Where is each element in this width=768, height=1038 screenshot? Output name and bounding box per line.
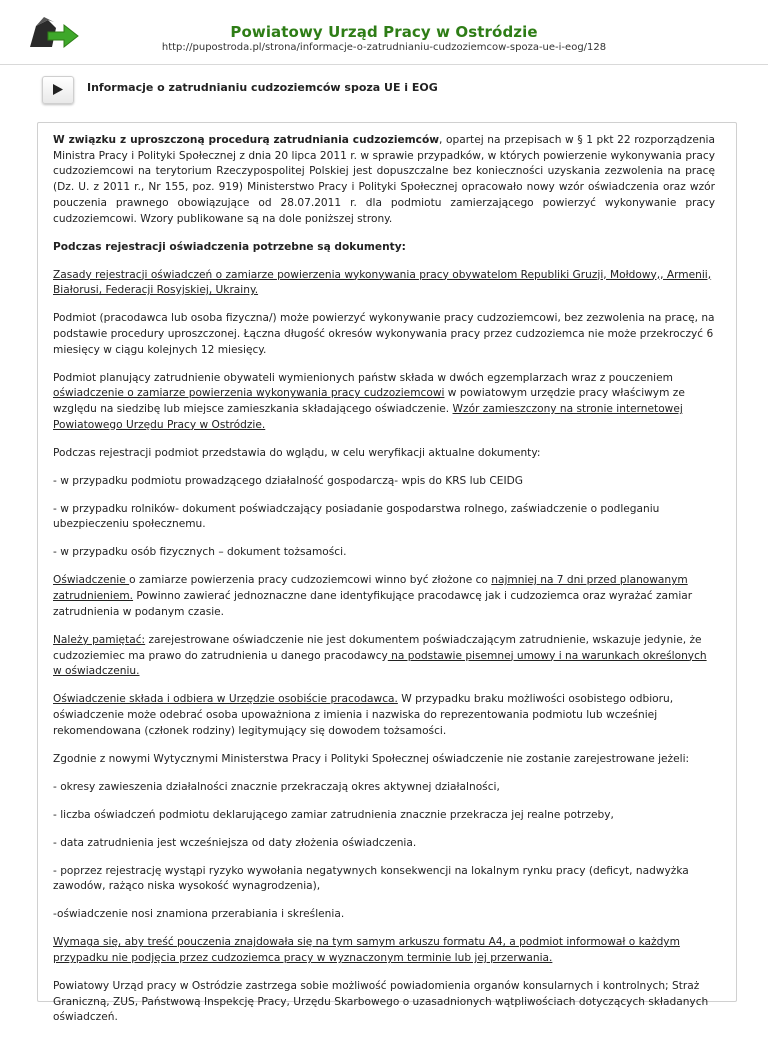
list-item: -oświadczenie nosi znamiona przerabiania i skreślenia. <box>53 908 345 921</box>
paragraph-submission <box>53 371 715 434</box>
intro-bold-text: W związku z uproszczoną procedurą zatrudniania cudzoziemców <box>53 134 440 146</box>
paragraph-requirement <box>53 935 715 966</box>
paragraph-remember <box>53 633 715 680</box>
pickup-link[interactable]: Oświadczenie składa i odbiera w Urzędzie osobiście pracodawca. <box>53 693 398 706</box>
article-body <box>53 133 715 1038</box>
page-url: http://pupostroda.pl/strona/informacje-o-zatrudnianiu-cudzoziemcow-spoza-ue-i-eog/128 <box>161 42 607 53</box>
paragraph-verification: Podczas rejestracji podmiot przedstawia do wglądu, w celu weryfikacji aktualne dokumenty: <box>53 446 541 459</box>
intro-paragraph <box>53 133 715 227</box>
site-header <box>0 0 768 65</box>
paragraph-notice: Powiatowy Urząd pracy w Ostródzie zastrzega sobie możliwość powiadomienia organów konsularnych i kontrolnych; Straż Graniczną, ZUS, Państwową Inspekcję Pracy, Urzędu Skarbowego o uzasadnionych wątpliwościach dotyczących składanych oświadczeń. <box>53 980 709 1024</box>
rules-link-paragraph <box>53 268 715 299</box>
template-link[interactable]: Wzór zamieszczony na stronie internetowej Powiatowego Urzędu Pracy w Ostródzie. <box>53 403 683 431</box>
paragraph-employer: Podmiot (pracodawca lub osoba fizyczna/) może powierzyć wykonywanie pracy cudzoziemcowi, bez zezwolenia na pracę, na podstawie procedury uproszczonej. Łączna długość okresów wykonywania pracy przez cudzoziemca nie może przekroczyć 6 miesięcy w ciągu kolejnych 12 miesięcy. <box>53 312 715 356</box>
list-item: - liczba oświadczeń podmiotu deklarującego zamiar zatrudnienia znacznie przekracza jej realne potrzeby, <box>53 808 614 821</box>
rules-link[interactable]: Zasady rejestracji oświadczeń o zamiarze powierzenia wykonywania pracy obywatelom Republiki Gruzji, Mołdowy,, Armenii, Białorusi, Federacji Rosyjskiej, Ukrainy. <box>53 268 712 297</box>
contract-link[interactable]: na podstawie pisemnej umowy i na warunkach określonych w oświadczeniu. <box>53 649 707 678</box>
pickup-text: W przypadku braku możliwości osobistego odbioru, oświadczenie może odebrać osoba upoważniona z imienia i nazwiska do reprezentowania podmiotu lub wcześniej rekomendowana (członek rodziny) legitymujący się dowodem tożsamości. <box>53 693 674 737</box>
requirement-link[interactable]: Wymaga się, aby treść pouczenia znajdowała się na tym samym arkuszu formatu A4, a podmiot informował o każdym przypadku nie podjęcia przez cudzoziemca pracy w wyznaczonym terminie lub jej przerwania. <box>53 936 680 965</box>
deadline-text-a: o zamiarze powierzenia pracy cudzoziemcowi winno być złożone co <box>129 574 492 587</box>
declaration-word-link[interactable]: Oświadczenie <box>53 574 130 587</box>
declaration-link[interactable]: oświadczenie o zamiarze powierzenia wykonywania pracy cudzoziemcowi <box>53 387 445 400</box>
intro-text: , opartej na przepisach w § 1 pkt 22 rozporządzenia Ministra Pracy i Polityki Społecznej z dnia 20 lipca 2011 r. w sprawie przypadków, w których powierzenie wykonywania pracy cudzoziemcowi na terytorium Rzeczypospolitej Polskiej jest dopuszczalne bez konieczności uzyskania zezwolenia na pracę (Dz. U. z 2011 r., Nr 155, poz. 919) Ministerstwo Pracy i Polityki Społecznej opracowało nowy wzór oświadczenia oraz wzór pouczenia prawnego obowiązujące od 28.07.2011 r. dla podmiotu zamierzającego powierzyć wykonywanie pracy cudzoziemcowi. Wzory publikowane są na dole poniższej strony. <box>53 134 715 225</box>
documents-heading-text: Podczas rejestracji oświadczenia potrzebne są dokumenty: <box>53 240 406 253</box>
remember-link[interactable]: Należy pamiętać: <box>53 633 146 646</box>
submission-text-b: w powiatowym urzędzie pracy właściwym ze względu na siedzibę lub miejsce zamieszkania składającego oświadczenie. <box>53 387 685 416</box>
paragraph-guidelines: Zgodnie z nowymi Wytycznymi Ministerstwa Pracy i Polityki Społecznej oświadczenie nie zostanie zarejestrowane jeżeli: <box>53 752 690 765</box>
list-item: - poprzez rejestrację wystąpi ryzyko wywołania negatywnych konsekwencji na lokalnym rynku pracy (deficyt, nadwyżka zawodów, rażąco niska wysokość wynagrodzenia), <box>53 864 689 893</box>
paragraph-deadline <box>53 573 715 620</box>
paragraph-pickup <box>53 692 715 739</box>
documents-heading <box>53 240 715 256</box>
page-title: Informacje o zatrudnianiu cudzoziemców spoza UE i EOG <box>87 81 438 94</box>
list-item: - w przypadku osób fizycznych – dokument tożsamości. <box>53 546 347 559</box>
list-item: - w przypadku rolników- dokument poświadczający posiadanie gospodarstwa rolnego, zaświadczenie o podleganiu ubezpieczeniu społecznemu. <box>53 502 660 531</box>
list-item: - okresy zawieszenia działalności znacznie przekraczają okres aktywnej działalności, <box>53 780 500 793</box>
remember-text: zarejestrowane oświadczenie nie jest dokumentem poświadczającym zatrudnienie, wskazuje jedynie, że cudzoziemiec ma prawo do zatrudnienia u danego pracodawcy <box>53 633 702 662</box>
list-item: - data zatrudnienia jest wcześniejsza od daty złożenia oświadczenia. <box>53 836 417 849</box>
play-arrow-icon <box>52 83 64 96</box>
arrow-button[interactable] <box>42 76 74 104</box>
site-title: Powiatowy Urząd Pracy w Ostródzie <box>230 23 538 41</box>
submission-text-a: Podmiot planujący zatrudnienie obywateli wymienionych państw składa w dwóch egzemplarzach wraz z pouczeniem <box>53 371 673 384</box>
deadline-text-b: Powinno zawierać jednoznaczne dane identyfikujące pracodawcę jak i cudzoziemca oraz wyrażać zamiar zatrudnienia w podanym czasie. <box>53 590 693 618</box>
deadline-link[interactable]: najmniej na 7 dni przed planowanym zatrudnieniem. <box>53 574 688 603</box>
list-item: - w przypadku podmiotu prowadzącego działalność gospodarczą- wpis do KRS lub CEIDG <box>53 474 523 487</box>
